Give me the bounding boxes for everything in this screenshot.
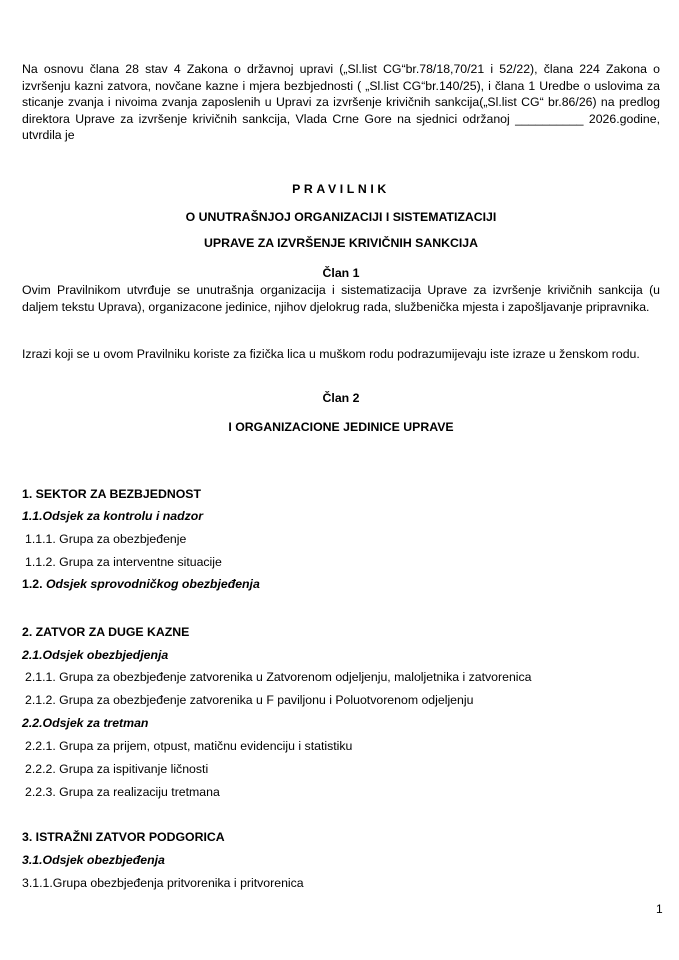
- odsjek-3-1: 3.1.Odsjek obezbjeđenja: [22, 853, 165, 867]
- clan-2-heading: Član 2: [322, 391, 360, 405]
- clan-1-heading: Član 1: [322, 266, 360, 280]
- intro-paragraph: Na osnovu člana 28 stav 4 Zakona o državnoj upravi („Sl.list CG“br.78/18,70/21 i 52/22), člana 224 Zakona o izvršenju kazni zatvora, novčane kazne i mjera bezbjednosti ( „Sl.list CG“br.140/25), i člana 1 Uredbe o uslovima za sticanje zvanja i nivoima zvanja zaposlenih u Upravi za izvršenje krivičnih sankcija(„Sl.list CG“ br.86/26) na predlog direktora Uprave za izvršenje krivičnih sankcija, Vlada Crne Gore na sjednici održanoj __________ 2026.godine, utvrdila je: [22, 62, 660, 142]
- page-number: 1: [656, 902, 663, 916]
- odsjek-1-2-number: 1.2.: [22, 577, 43, 591]
- odsjek-1-1: 1.1.Odsjek za kontrolu i nadzor: [22, 509, 204, 523]
- grupa-1-1-2: 1.1.2. Grupa za interventne situacije: [25, 555, 222, 569]
- grupa-2-1-2: 2.1.2. Grupa za obezbjeđenje zatvorenika u F paviljonu i Poluotvorenom odjeljenju: [25, 693, 474, 707]
- grupa-3-1-1: 3.1.1.Grupa obezbjeđenja pritvorenika i pritvorenica: [22, 876, 304, 890]
- odsjek-2-1: 2.1.Odsjek obezbjedjenja: [22, 648, 169, 662]
- grupa-2-2-2: 2.2.2. Grupa za ispitivanje ličnosti: [25, 762, 209, 776]
- section-2-title: 2. ZATVOR ZA DUGE KAZNE: [22, 625, 190, 639]
- document-subtitle-line-2: UPRAVE ZA IZVRŠENJE KRIVIČNIH SANKCIJA: [204, 236, 478, 250]
- odsjek-2-2: 2.2.Odsjek za tretman: [22, 716, 149, 730]
- grupa-1-1-1: 1.1.1. Grupa za obezbjeđenje: [25, 532, 187, 546]
- grupa-2-2-1: 2.2.1. Grupa za prijem, otpust, matičnu evidenciju i statistiku: [25, 739, 353, 753]
- section-3-title: 3. ISTRAŽNI ZATVOR PODGORICA: [22, 830, 225, 844]
- section-1-title: 1. SEKTOR ZA BEZBJEDNOST: [22, 487, 202, 501]
- document-title: PRAVILNIK: [292, 182, 390, 196]
- grupa-2-2-3: 2.2.3. Grupa za realizaciju tretmana: [25, 785, 220, 799]
- clan-1-paragraph-2: Izrazi koji se u ovom Pravilniku koriste za fizička lica u muškom rodu podrazumijevaju iste izraze u ženskom rodu.: [22, 347, 640, 361]
- odsjek-1-2: [22, 576, 260, 593]
- clan-1-paragraph-1: Ovim Pravilnikom utvrđuje se unutrašnja organizacija i sistematizacija Uprave za izvršenje krivičnih sankcija (u daljem tekstu Uprava), organizacone jedinice, njihov djelokrug rada, službenička mjesta i zapošljavanje pripravnika.: [22, 283, 660, 314]
- clan-2-subheading: I ORGANIZACIONE JEDINICE UPRAVE: [228, 420, 454, 434]
- odsjek-1-2-text: Odsjek sprovodničkog obezbjeđenja: [45, 577, 260, 591]
- document-subtitle-line-1: O UNUTRAŠNJOJ ORGANIZACIJI I SISTEMATIZACIJI: [185, 210, 497, 224]
- grupa-2-1-1: 2.1.1. Grupa za obezbjeđenje zatvorenika u Zatvorenom odjeljenju, maloljetnika i zatvorenica: [25, 670, 532, 684]
